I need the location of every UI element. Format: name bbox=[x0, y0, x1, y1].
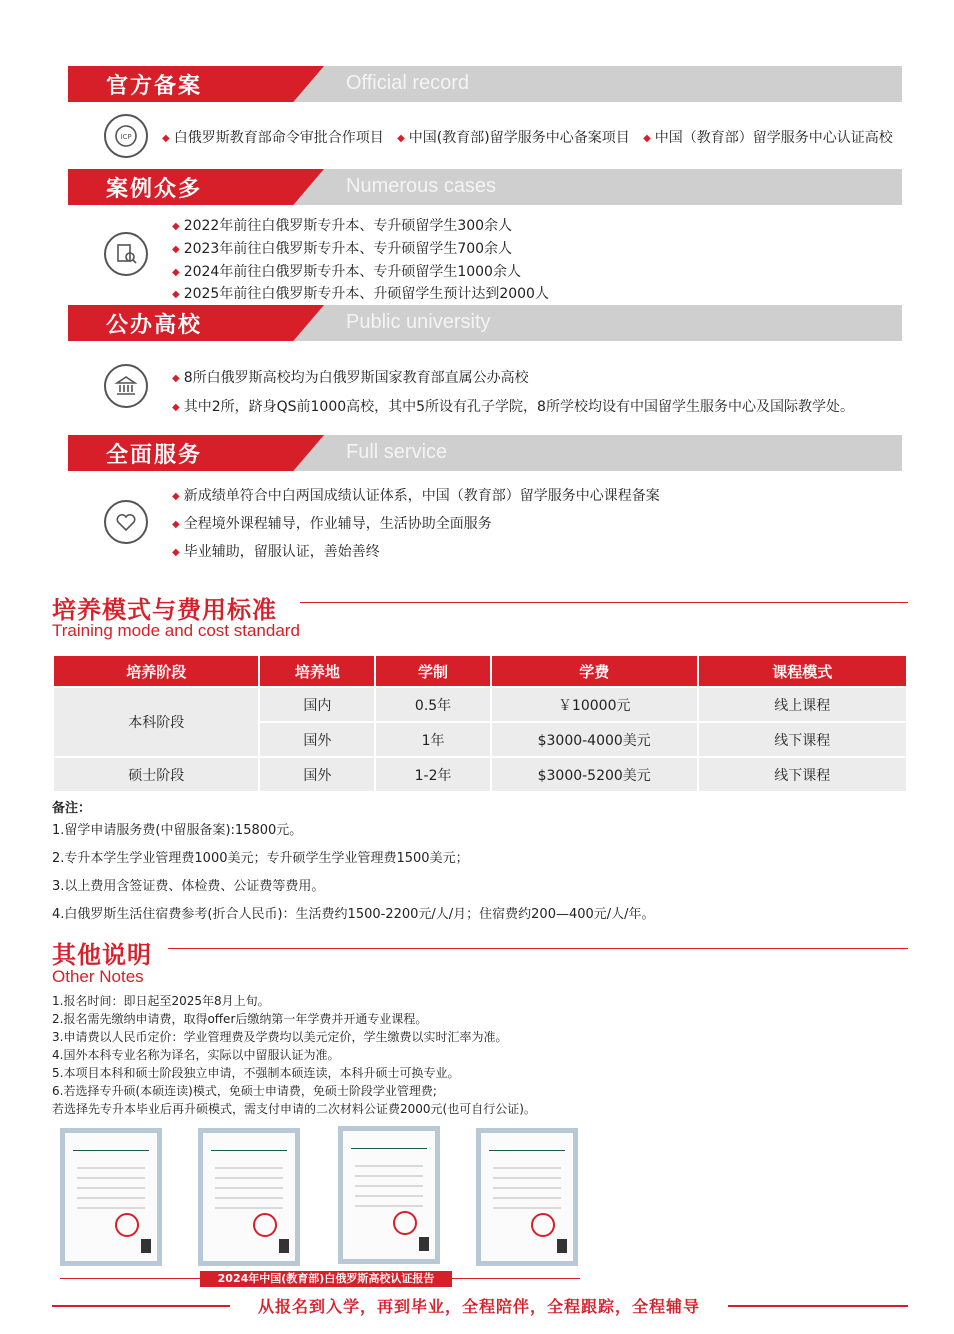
years-cell: 1-2年 bbox=[376, 758, 490, 791]
service-line: ◆ 毕业辅助，留服认证，善始善终 bbox=[172, 544, 380, 560]
other-item: 4.国外本科专业名称为译名，实际以中留服认证为准。 bbox=[52, 1048, 340, 1062]
other-item: 1.报名时间：即日起至2025年8月上旬。 bbox=[52, 994, 270, 1008]
mode-cell: 线下课程 bbox=[699, 723, 907, 756]
table-row bbox=[54, 688, 906, 721]
training-title: 培养模式与费用标准 bbox=[52, 596, 277, 624]
other-item: 2.报名需先缴纳申请费，取得offer后缴纳第一年学费并开通专业课程。 bbox=[52, 1012, 428, 1026]
certificate-image bbox=[198, 1128, 300, 1266]
certificate-image bbox=[338, 1126, 440, 1264]
svg-text:ICP: ICP bbox=[120, 133, 132, 141]
section-banner-service bbox=[68, 435, 902, 471]
section-title-en: Numerous cases bbox=[346, 175, 497, 197]
section-title-cn: 案例众多 bbox=[106, 177, 203, 202]
section-banner-official bbox=[68, 66, 902, 102]
other-item: 5.本项目本科和硕士阶段独立申请，不强制本硕连读，本科升硕士可换专业。 bbox=[52, 1066, 460, 1080]
mode-cell: 线上课程 bbox=[699, 688, 907, 721]
section-banner-public bbox=[68, 305, 902, 341]
other-rule bbox=[168, 948, 908, 949]
place-cell: 国内 bbox=[260, 688, 374, 721]
footer-rule-right bbox=[728, 1305, 908, 1307]
note-item: 4.白俄罗斯生活住宿费参考(折合人民币)：生活费约1500-2200元/人/月；住宿费约200—400元/人/年。 bbox=[52, 907, 655, 922]
certificate-image bbox=[60, 1128, 162, 1266]
col-header: 学费 bbox=[492, 656, 697, 686]
document-search-icon bbox=[104, 232, 148, 276]
note-item: 3.以上费用含签证费、体检费、公证费等费用。 bbox=[52, 879, 325, 894]
section-title-cn: 公办高校 bbox=[106, 313, 203, 338]
certificate-caption: 2024年中国(教育部)白俄罗斯高校认证报告 bbox=[200, 1271, 452, 1287]
place-cell: 国外 bbox=[260, 723, 374, 756]
note-item: 2.专升本学生学业管理费1000美元；专升硕学生学业管理费1500美元； bbox=[52, 851, 469, 866]
other-item: 3.申请费以人民币定价：学业管理费及学费均以美元定价，学生缴费以实时汇率为准。 bbox=[52, 1030, 508, 1044]
heart-hand-icon bbox=[104, 500, 148, 544]
case-line: ◆ 2022年前往白俄罗斯专升本、专升硕留学生300余人 bbox=[172, 218, 513, 234]
footer-rule-left bbox=[52, 1305, 230, 1307]
table-header-row bbox=[54, 656, 906, 686]
col-header: 培养地 bbox=[260, 656, 374, 686]
cost-table bbox=[52, 654, 908, 793]
section-title-en: Full service bbox=[346, 441, 448, 463]
note-item: 1.留学申请服务费(中留服备案):15800元。 bbox=[52, 823, 303, 838]
years-cell: 1年 bbox=[376, 723, 490, 756]
other-item: 若选择先专升本毕业后再升硕模式，需支付申请的二次材料公证费2000元(也可自行公证)。 bbox=[52, 1102, 536, 1116]
icp-icon bbox=[104, 114, 148, 158]
other-item: 6.若选择专升硕(本硕连读)模式，免硕士申请费，免硕士阶段学业管理费; bbox=[52, 1084, 437, 1098]
col-header: 学制 bbox=[376, 656, 490, 686]
other-subtitle: Other Notes bbox=[52, 967, 144, 986]
training-subtitle: Training mode and cost standard bbox=[52, 621, 300, 640]
fee-cell: ￥10000元 bbox=[492, 688, 697, 721]
university-icon bbox=[104, 364, 148, 408]
section-title-cn: 官方备案 bbox=[106, 74, 203, 99]
service-line: ◆ 新成绩单符合中白两国成绩认证体系，中国（教育部）留学服务中心课程备案 bbox=[172, 488, 660, 504]
section-banner-cases bbox=[68, 169, 902, 205]
public-line: ◆ 8所白俄罗斯高校均为白俄罗斯国家教育部直属公办高校 bbox=[172, 370, 529, 386]
section-title-cn: 全面服务 bbox=[106, 443, 203, 468]
col-header: 培养阶段 bbox=[54, 656, 258, 686]
service-line: ◆ 全程境外课程辅导，作业辅导，生活协助全面服务 bbox=[172, 516, 492, 532]
case-line: ◆ 2024年前往白俄罗斯专升本、专升硕留学生1000余人 bbox=[172, 264, 521, 280]
stage-cell: 本科阶段 bbox=[54, 688, 258, 756]
years-cell: 0.5年 bbox=[376, 688, 490, 721]
official-items: ◆ 白俄罗斯教育部命令审批合作项目 ◆ 中国(教育部)留学服务中心备案项目 ◆ 中国（教育部）留学服务中心认证高校 bbox=[162, 130, 893, 146]
stage-cell: 硕士阶段 bbox=[54, 758, 258, 791]
notes-label: 备注： bbox=[52, 801, 92, 816]
table-row bbox=[54, 758, 906, 791]
training-rule bbox=[300, 602, 908, 603]
footer-slogan: 从报名到入学，再到毕业，全程陪伴，全程跟踪，全程辅导 bbox=[257, 1297, 700, 1316]
public-line: ◆ 其中2所，跻身QS前1000高校，其中5所设有孔子学院，8所学校均设有中国留学生服务中心及国际教学处。 bbox=[172, 399, 854, 415]
other-title: 其他说明 bbox=[52, 941, 152, 969]
mode-cell: 线下课程 bbox=[699, 758, 907, 791]
certificate-image bbox=[476, 1128, 578, 1266]
section-title-en: Public university bbox=[346, 311, 491, 333]
fee-cell: $3000-5200美元 bbox=[492, 758, 697, 791]
case-line: ◆ 2023年前往白俄罗斯专升本、专升硕留学生700余人 bbox=[172, 241, 513, 257]
col-header: 课程模式 bbox=[699, 656, 907, 686]
section-title-en: Official record bbox=[346, 72, 470, 94]
fee-cell: $3000-4000美元 bbox=[492, 723, 697, 756]
place-cell: 国外 bbox=[260, 758, 374, 791]
case-line: ◆ 2025年前往白俄罗斯专升本、升硕留学生预计达到2000人 bbox=[172, 286, 549, 302]
